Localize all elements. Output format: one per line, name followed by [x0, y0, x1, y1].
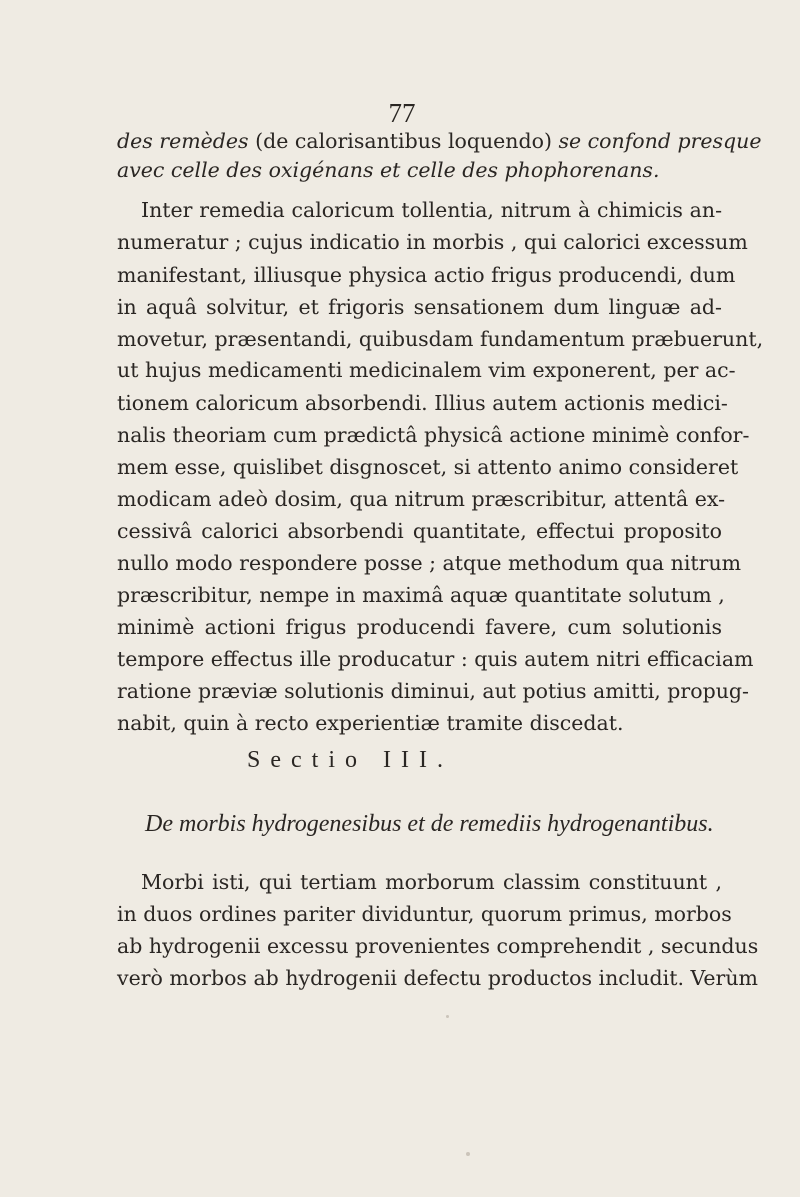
text-line: tempore effectus ille producatur : quis autem nitri efficaciam — [117, 647, 754, 671]
text-line: verò morbos ab hydrogenii defectu productos includit. Verùm — [117, 966, 758, 990]
text-line: nalis theoriam cum prædictâ physicâ actione minimè confor- — [117, 423, 750, 447]
text-line: tionem caloricum absorbendi. Illius autem actionis medici- — [117, 391, 728, 415]
text-line: ut hujus medicamenti medicinalem vim exponerent, per ac- — [117, 358, 736, 382]
text-line: ab hydrogenii excessu provenientes comprehendit , secundus — [117, 934, 759, 958]
paper-speck — [466, 1152, 470, 1156]
text-line: Inter remedia caloricum tollentia, nitrum à chimicis an- — [141, 198, 722, 222]
section-subtitle: De morbis hydrogenesibus et de remediis hydrogenantibus. — [145, 811, 714, 837]
text-line: cessivâ calorici absorbendi quantitate, effectui proposito — [117, 519, 722, 543]
text-line: in aquâ solvitur, et frigoris sensationem dum linguæ ad- — [117, 295, 722, 319]
page-number: 77 — [388, 98, 416, 128]
text-line: præscribitur, nempe in maximâ aquæ quantitate solutum , — [117, 583, 725, 607]
paper-speck — [446, 1015, 449, 1018]
text-line: nullo modo respondere posse ; atque methodum qua nitrum — [117, 551, 742, 575]
text-line: manifestant, illiusque physica actio frigus producendi, dum — [117, 263, 736, 287]
text-line: modicam adeò dosim, qua nitrum præscribitur, attentâ ex- — [117, 487, 726, 511]
text-line: nabit, quin à recto experientiæ tramite discedat. — [117, 711, 624, 735]
text-line: minimè actioni frigus producendi favere, cum solutionis — [117, 615, 722, 639]
text-line: Morbi isti, qui tertiam morborum classim constituunt , — [141, 870, 722, 894]
opening-line-2: avec celle des oxigénans et celle des phophorenans. — [117, 158, 660, 182]
opening-line — [117, 127, 762, 155]
text-line: numeratur ; cujus indicatio in morbis , qui calorici excessum — [117, 230, 748, 254]
text-line: ratione præviæ solutionis diminui, aut potius amitti, propug- — [117, 679, 749, 703]
italic-phrase: des remèdes — [117, 129, 249, 153]
text-line: in duos ordines pariter dividuntur, quorum primus, morbos — [117, 902, 732, 926]
text-line: mem esse, quislibet disgnoscet, si attento animo consideret — [117, 455, 739, 479]
section-title: Sectio III. — [247, 747, 453, 773]
parenthetical-phrase: (de calorisantibus loquendo) — [255, 129, 552, 153]
italic-phrase: se confond presque — [558, 129, 762, 153]
text-line: movetur, præsentandi, quibusdam fundamentum præbuerunt, — [117, 327, 764, 351]
